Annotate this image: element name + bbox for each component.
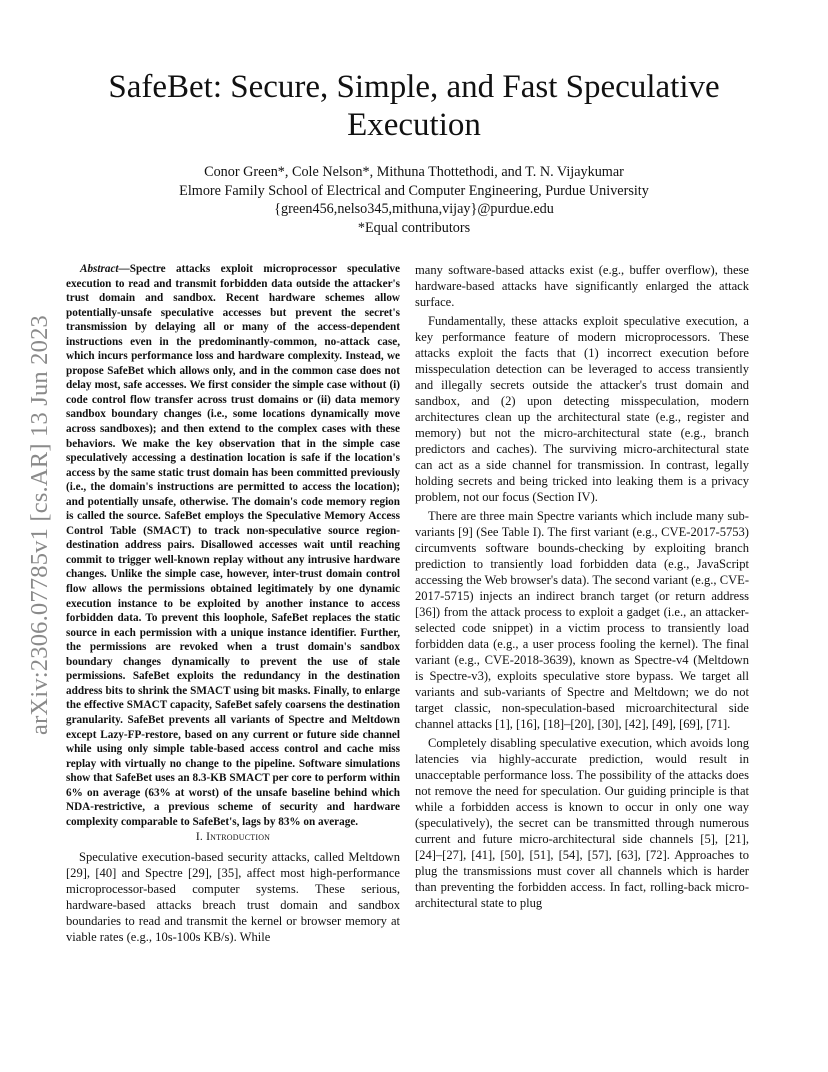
arxiv-sidebar: [20, 290, 60, 760]
paragraph: Fundamentally, these attacks exploit speculative execution, a key performance feature of modern microprocessors. These attacks exploit the facts that (1) incorrect execution before misspeculation detection can be leveraged to access transiently and illegally secrets outside the attacker's trust domain and sandbox, and (2) upon detecting misspeculation, modern architectures clean up the architectural state (e.g., register and memory) but not the micro-architectural state (e.g., branch predictors and caches). The surviving micro-architectural state can act as a side channel for transmission. In contrast, legally holding secrets and being tricked into leaking them is a privacy problem, not our focus (Section IV).: [415, 314, 749, 504]
section-heading: [66, 829, 400, 844]
equal-contribution-note: *Equal contributors: [357, 219, 471, 236]
author-block: [60, 163, 768, 237]
affiliation: Elmore Family School of Electrical and Computer Engineering, Purdue University: [179, 182, 649, 199]
paper-title: SafeBet: Secure, Simple, and Fast Speculative Execution: [108, 69, 720, 143]
arxiv-stamp: arXiv:2306.07785v1 [cs.AR] 13 Jun 2023: [26, 315, 53, 735]
paragraph: There are three main Spectre variants which include many sub-variants [9] (See Table I). The first variant (e.g., CVE-2017-5753) circumvents software bounds-checking by exploiting branch prediction to transiently load forbidden data (e.g., JavaScript accessing the Web browser's data). The second variant (e.g., CVE-2017-5715) injects an indirect branch target (or return address [36]) from the attack process to exploit a gadget (i.e., an attacker-selected code snippet) in a victim process to transiently load forbidden data (e.g., a user process fooling the kernel). The final variant (e.g., CVE-2018-3639), known as Spectre-v4 (Meltdown is Spectre-v3), exploits speculative store bypass. We target all variants and sub-variants of Spectre and Meltdown; we do not target classic, non-speculation-based microarchitectural side channel attacks [1], [16], [18]–[20], [30], [42], [49], [69], [71].: [415, 509, 749, 731]
right-column: [415, 262, 749, 911]
paragraph: many software-based attacks exist (e.g., buffer overflow), these hardware-based attacks have significantly enlarged the attack surface.: [415, 263, 749, 309]
paragraph: Completely disabling speculative execution, which avoids long latencies via highly-accurate prediction, would result in unacceptable performance loss. The possibility of the attacks does not remove the need for speculation. Our guiding principle is that while a forbidden access is known to occur in only one way (speculatively), the secret can be transmitted through numerous current and future micro-architectural side channels [5], [21], [24]–[27], [41], [50], [51], [54], [57], [63], [72]. Approaches to plug the transmissions must cover all channels which is harder than preventing the forbidden access. In fact, rolling-back micro-architectural state to plug: [415, 736, 749, 910]
author-names: Conor Green*, Cole Nelson*, Mithuna Thottethodi, and T. N. Vijaykumar: [204, 164, 624, 180]
section-number: I.: [195, 830, 203, 844]
paragraph: Speculative execution-based security attacks, called Meltdown [29], [40] and Spectre [29], [35], affect most high-performance microprocessor-based computer systems. These serious, hardware-based attacks breach trust domain and sandbox boundaries to read and transmit the kernel or browser memory at viable rates (e.g., 10s-100s KB/s). While: [66, 850, 400, 945]
section-title: Introduction: [206, 830, 271, 844]
abstract: Abstract—Spectre attacks exploit microprocessor speculative execution to read and transmit forbidden data outside the attacker's trust domain and sandbox. Recent hardware schemes allow potentially-unsafe speculative accesses but prevent the secret's transmission by delaying all or many of the access-dependent instructions even in the predominantly-common, no-attack case, which incurs performance loss and hardware complexity. Instead, we propose SafeBet which allows only, and in the common case does not delay most, safe accesses. We first consider the simple case without (i) code control flow transfer across trust domains or (ii) data memory sandbox boundary changes (i.e., some locations dynamically move across sandboxes); and then extend to the complex cases with these behaviors. We make the key observation that in the simple case speculatively accessing a destination location is safe if the location's access by the same static trust domain has been committed previously (i.e., the domain's instructions are permitted to access the location); and potentially unsafe, otherwise. The domain's code memory region is called the source. SafeBet employs the Speculative Memory Access Control Table (SMACT) to track non-speculative source region-destination address pairs. Disallowed accesses wait until reaching commit to trigger well-known replay without any intrusive hardware changes. Unlike the simple case, however, inter-trust domain control flow allows the permissions obtained legitimately by one dynamic execution instance to be exploited by another instance to access forbidden data. To prevent this loophole, SafeBet replaces the static source in each permission with a unique instance identifier. Further, the permissions are revoked when a trust domain's sandbox boundary changes dynamically to prevent the use of stale permissions. SafeBet exploits the redundancy in the destination address bits to shrink the SMACT using bit masks. Finally, to enlarge the effective SMACT capacity, SafeBet safely coarsens the destination granularity. SafeBet prevents all variants of Spectre and Meltdown except Lazy-FP-restore, based on any current or future side channel while using only simple table-based access control and cache miss replay with virtually no change to the pipeline. Software simulations show that SafeBet uses an 8.3-KB SMACT per core to perform within 6% on average (63% at worst) of the unsafe baseline behind which NDA-restrictive, a previous scheme of security and hardware complexity comparable to SafeBet's, lags by 83% on average.: [66, 263, 400, 828]
emails: {green456,nelso345,mithuna,vijay}@purdue.edu: [274, 201, 554, 218]
abstract-label: Abstract: [80, 263, 119, 275]
left-column: [66, 262, 400, 945]
abstract-body: Spectre attacks exploit microprocessor speculative execution to read and transmit forbidden data outside the attacker's trust domain and sandbox. Recent hardware schemes allow potentially-unsafe speculative accesses but prevent the secret's transmission by delaying all or many of the access-dependent instructions even in the predominantly-common, no-attack case, which incurs performance loss and hardware complexity. Instead, we propose SafeBet which allows only, and in the common case does not delay most, safe accesses. We first consider the simple case without (i) code control flow transfer across trust domains or (ii) data memory sandbox boundary changes (i.e., some locations dynamically move across sandboxes); and then extend to the complex cases with these behaviors. We make the key observation that in the simple case speculatively accessing a destination location is safe if the location's access by the same static trust domain has been committed previously (i.e., the domain's instructions are permitted to access the location); and potentially unsafe, otherwise. The domain's code memory region is called the source. SafeBet employs the Speculative Memory Access Control Table (SMACT) to track non-speculative source region-destination address pairs. Disallowed accesses wait until reaching commit to trigger well-known replay without any intrusive hardware changes. Unlike the simple case, however, inter-trust domain control flow allows the permissions obtained legitimately by one dynamic execution instance to be exploited by another instance to access forbidden data. To prevent this loophole, SafeBet replaces the static source in each permission with a unique instance identifier. Further, the permissions are revoked when a trust domain's sandbox boundary changes dynamically to prevent the use of stale permissions. SafeBet exploits the redundancy in the destination address bits to shrink the SMACT using bit masks. Finally, to enlarge the effective SMACT capacity, SafeBet safely coarsens the destination granularity. SafeBet prevents all variants of Spectre and Meltdown except Lazy-FP-restore, based on any current or future side channel while using only simple table-based access control and cache miss replay with virtually no change to the pipeline. Software simulations show that SafeBet uses an 8.3-KB SMACT per core to perform within 6% on average (63% at worst) of the unsafe baseline behind which NDA-restrictive, a previous scheme of security and hardware complexity comparable to SafeBet's, lags by 83% on average.: [66, 263, 400, 828]
